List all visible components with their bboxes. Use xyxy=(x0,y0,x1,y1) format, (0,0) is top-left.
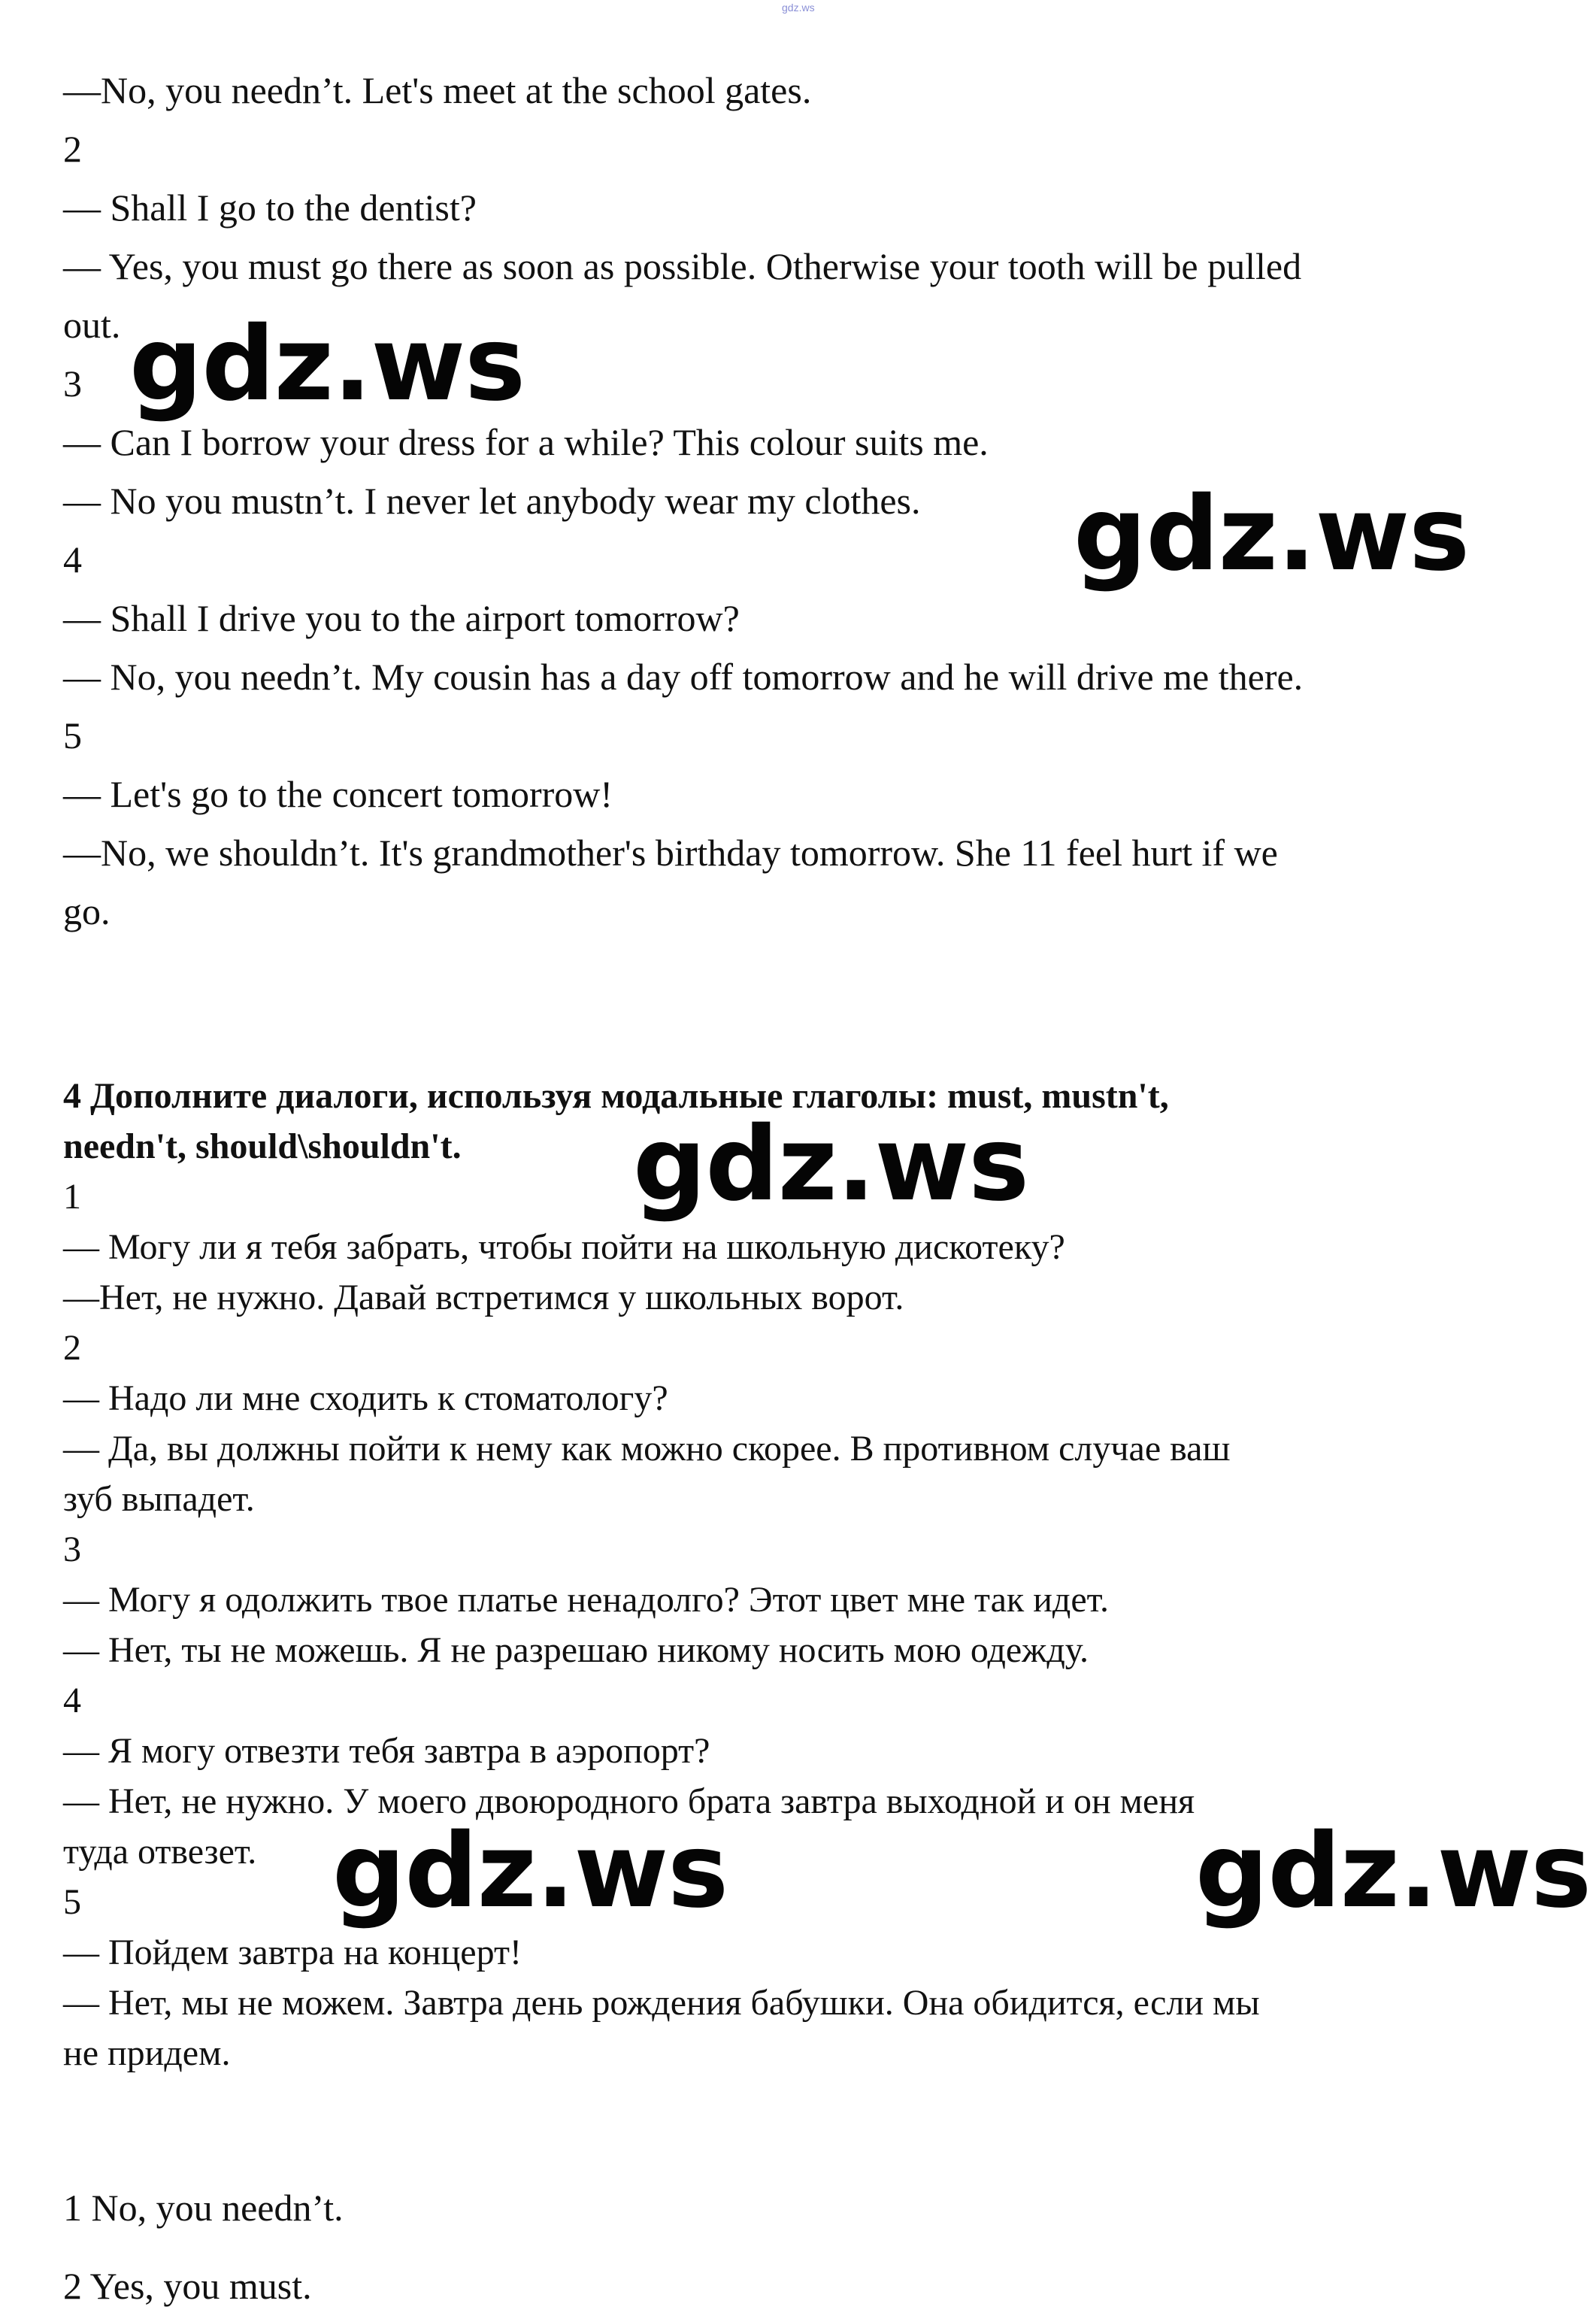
en-line: — No you mustn’t. I never let anybody wear my clothes. xyxy=(63,480,921,522)
ru-line: 4 xyxy=(63,1681,81,1720)
en-line: — Yes, you must go there as soon as possible. Otherwise your tooth will be pulled xyxy=(63,245,1302,287)
ru-line: 2 xyxy=(63,1328,81,1368)
task-heading-line-1: 4 Дополните диалоги, используя модальные глаголы: must, mustn't, xyxy=(63,1076,1169,1116)
en-line: — Shall I go to the dentist? xyxy=(63,186,477,229)
watermark: gdz.ws xyxy=(633,1105,1029,1224)
ru-line: зуб выпадет. xyxy=(63,1479,255,1519)
en-line: 5 xyxy=(63,714,82,756)
ru-line: — Нет, ты не можешь. Я не разрешаю никому носить мою одежду. xyxy=(63,1630,1089,1670)
en-line: out. xyxy=(63,304,121,346)
en-line: — Can I borrow your dress for a while? This colour suits me. xyxy=(63,421,989,463)
watermark: gdz.ws xyxy=(1195,1812,1591,1931)
ru-line: — Нет, мы не можем. Завтра день рождения бабушки. Она обидится, если мы xyxy=(63,1983,1260,2023)
en-line: —No, you needn’t. Let's meet at the school gates. xyxy=(63,69,812,111)
ru-line: не придем. xyxy=(63,2033,231,2073)
answer-line: 1 No, you needn’t. xyxy=(63,2187,344,2229)
header-watermark: gdz.ws xyxy=(782,2,815,14)
en-line: — Shall I drive you to the airport tomorrow? xyxy=(63,597,740,639)
ru-line: —Нет, не нужно. Давай встретимся у школьных ворот. xyxy=(63,1278,904,1317)
watermark: gdz.ws xyxy=(1074,475,1470,594)
ru-line: — Пойдем завтра на концерт! xyxy=(63,1932,522,1972)
ru-line: — Я могу отвезти тебя завтра в аэропорт? xyxy=(63,1731,710,1771)
ru-line: — Могу ли я тебя забрать, чтобы пойти на школьную дискотеку? xyxy=(63,1227,1065,1267)
en-line: — Let's go to the concert tomorrow! xyxy=(63,773,613,815)
ru-line: 5 xyxy=(63,1882,81,1922)
task-heading-line-2: needn't, should\shouldn't. xyxy=(63,1126,462,1166)
answer-line: 2 Yes, you must. xyxy=(63,2265,312,2307)
ru-line: 3 xyxy=(63,1529,81,1569)
en-line: go. xyxy=(63,890,111,932)
en-line: 2 xyxy=(63,128,82,170)
watermark: gdz.ws xyxy=(332,1812,728,1931)
ru-line: — Да, вы должны пойти к нему как можно скорее. В противном случае ваш xyxy=(63,1429,1231,1469)
en-line: —No, we shouldn’t. It's grandmother's birthday tomorrow. She 11 feel hurt if we xyxy=(63,832,1278,874)
ru-line: — Надо ли мне сходить к стоматологу? xyxy=(63,1378,668,1418)
ru-line: — Нет, не нужно. У моего двоюродного брата завтра выходной и он меня xyxy=(63,1781,1195,1821)
en-line: — No, you needn’t. My cousin has a day off tomorrow and he will drive me there. xyxy=(63,656,1304,698)
watermark: gdz.ws xyxy=(129,305,525,424)
en-line: 3 xyxy=(63,362,82,405)
ru-line: 1 xyxy=(63,1177,81,1217)
ru-line: — Могу я одолжить твое платье ненадолго? Этот цвет мне так идет. xyxy=(63,1580,1109,1620)
ru-line: туда отвезет. xyxy=(63,1832,257,1872)
en-line: 4 xyxy=(63,538,82,580)
